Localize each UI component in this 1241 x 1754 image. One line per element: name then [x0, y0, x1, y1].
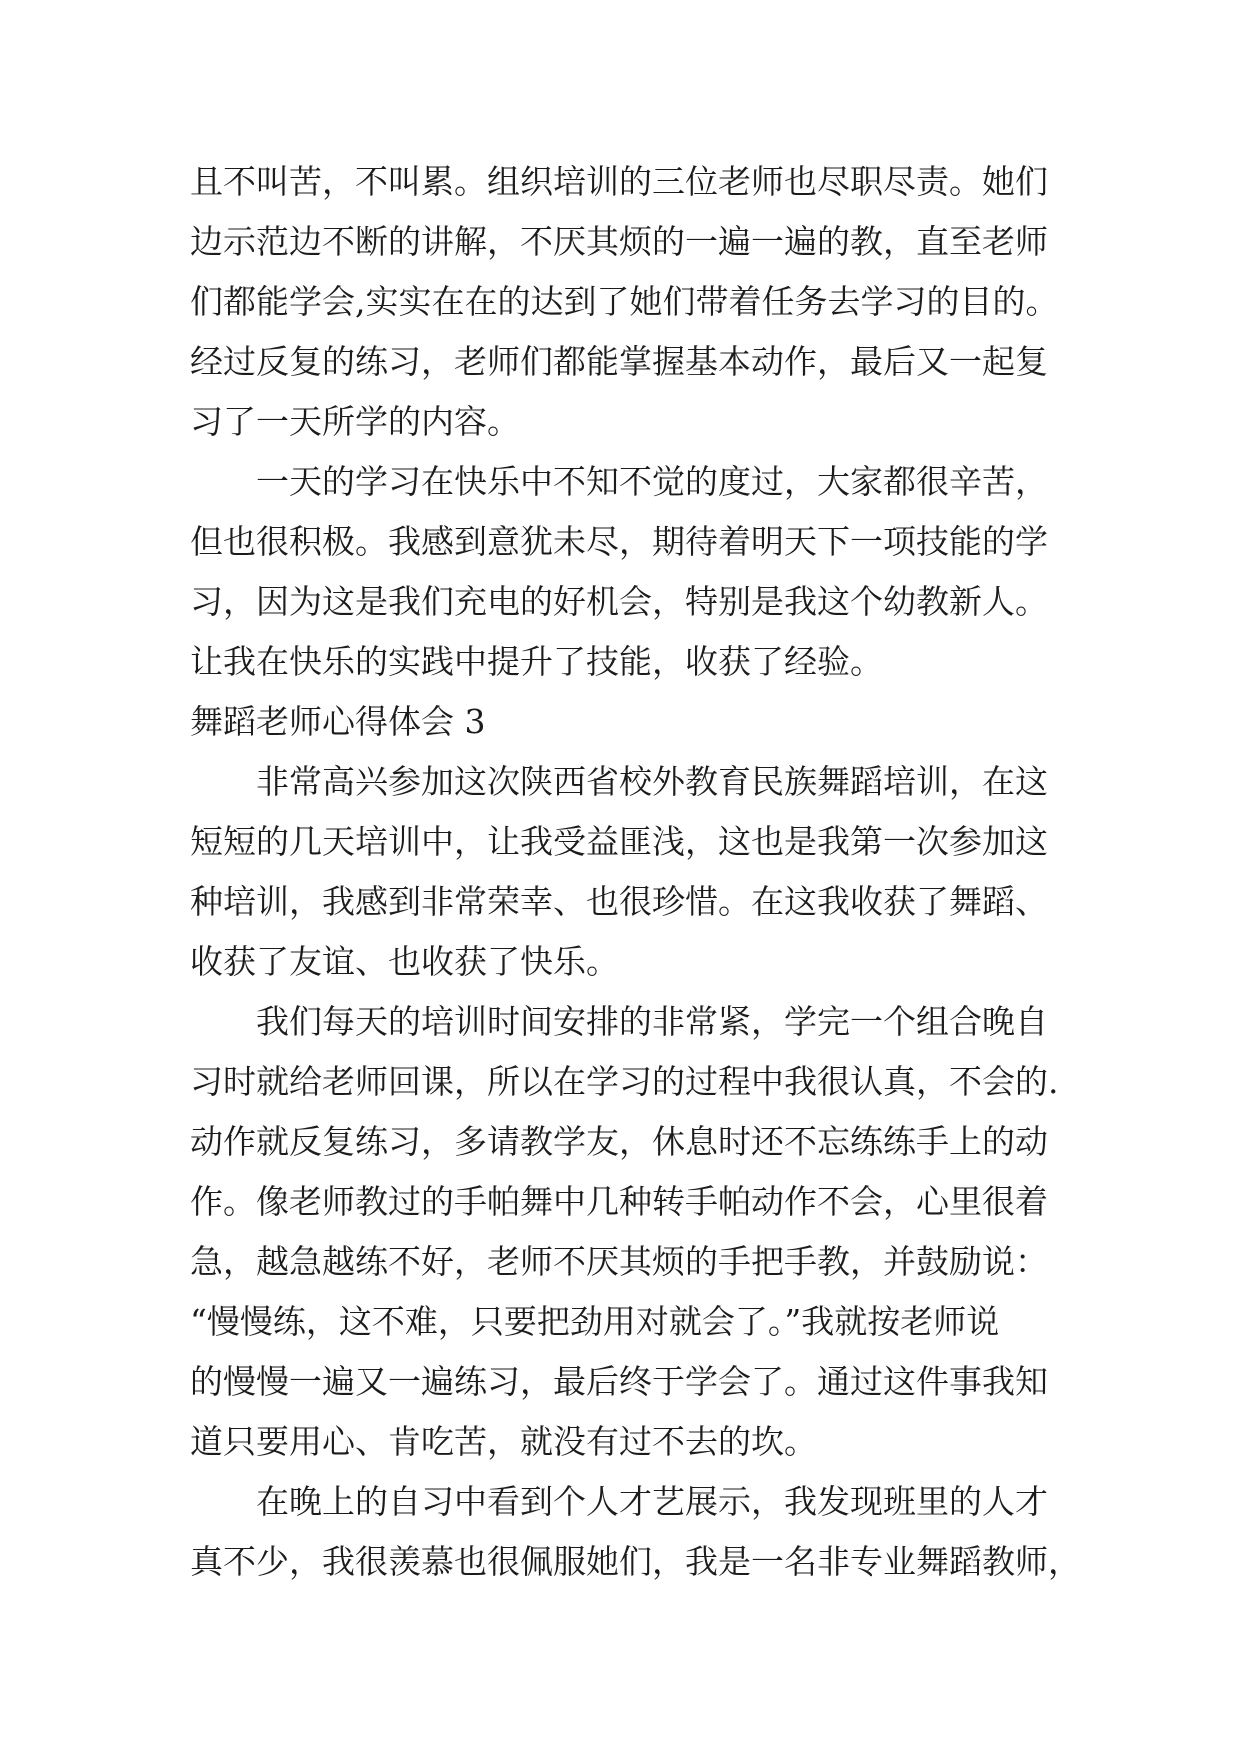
- body-text-line: 习，因为这是我们充电的好机会，特别是我这个幼教新人。: [190, 582, 1048, 621]
- body-text-line: 动作就反复练习，多请教学友，休息时还不忘练练手上的动: [190, 1122, 1048, 1161]
- body-text-line: 边示范边不断的讲解，不厌其烦的一遍一遍的教，直至老师: [190, 222, 1048, 261]
- body-text-line: 非常高兴参加这次陕西省校外教育民族舞蹈培训，在这: [256, 762, 1048, 801]
- body-text-line: 习时就给老师回课，所以在学习的过程中我很认真，不会的.: [190, 1062, 1059, 1101]
- body-text-line: 们都能学会,实实在在的达到了她们带着任务去学习的目的。: [190, 282, 1059, 321]
- body-text-line: 种培训，我感到非常荣幸、也很珍惜。在这我收获了舞蹈、: [190, 882, 1048, 921]
- body-text-line: 在晚上的自习中看到个人才艺展示，我发现班里的人才: [256, 1482, 1048, 1521]
- body-text-line: 经过反复的练习，老师们都能掌握基本动作，最后又一起复: [190, 342, 1048, 381]
- body-text-line: 且不叫苦，不叫累。组织培训的三位老师也尽职尽责。她们: [190, 162, 1048, 201]
- body-text-line: 收获了友谊、也收获了快乐。: [190, 942, 619, 981]
- body-text-line: 急，越急越练不好，老师不厌其烦的手把手教，并鼓励说：: [190, 1242, 1048, 1281]
- body-text-line: 短短的几天培训中，让我受益匪浅，这也是我第一次参加这: [190, 822, 1048, 861]
- body-text-line: 我们每天的培训时间安排的非常紧，学完一个组合晚自: [256, 1002, 1048, 1041]
- body-text-line: “慢慢练，这不难，只要把劲用对就会了。”我就按老师说: [190, 1302, 1000, 1341]
- body-text-line: 真不少，我很羡慕也很佩服她们，我是一名非专业舞蹈教师，: [190, 1542, 1081, 1581]
- body-text-line: 习了一天所学的内容。: [190, 402, 520, 441]
- body-text-line: 让我在快乐的实践中提升了技能，收获了经验。: [190, 642, 883, 681]
- body-text-line: 但也很积极。我感到意犹未尽，期待着明天下一项技能的学: [190, 522, 1048, 561]
- section-heading: 舞蹈老师心得体会 3: [190, 702, 486, 741]
- body-text-line: 一天的学习在快乐中不知不觉的度过，大家都很辛苦，: [256, 462, 1048, 501]
- body-text-line: 作。像老师教过的手帕舞中几种转手帕动作不会，心里很着: [190, 1182, 1048, 1221]
- body-text-line: 道只要用心、肯吃苦，就没有过不去的坎。: [190, 1422, 817, 1461]
- body-text-line: 的慢慢一遍又一遍练习，最后终于学会了。通过这件事我知: [190, 1362, 1048, 1401]
